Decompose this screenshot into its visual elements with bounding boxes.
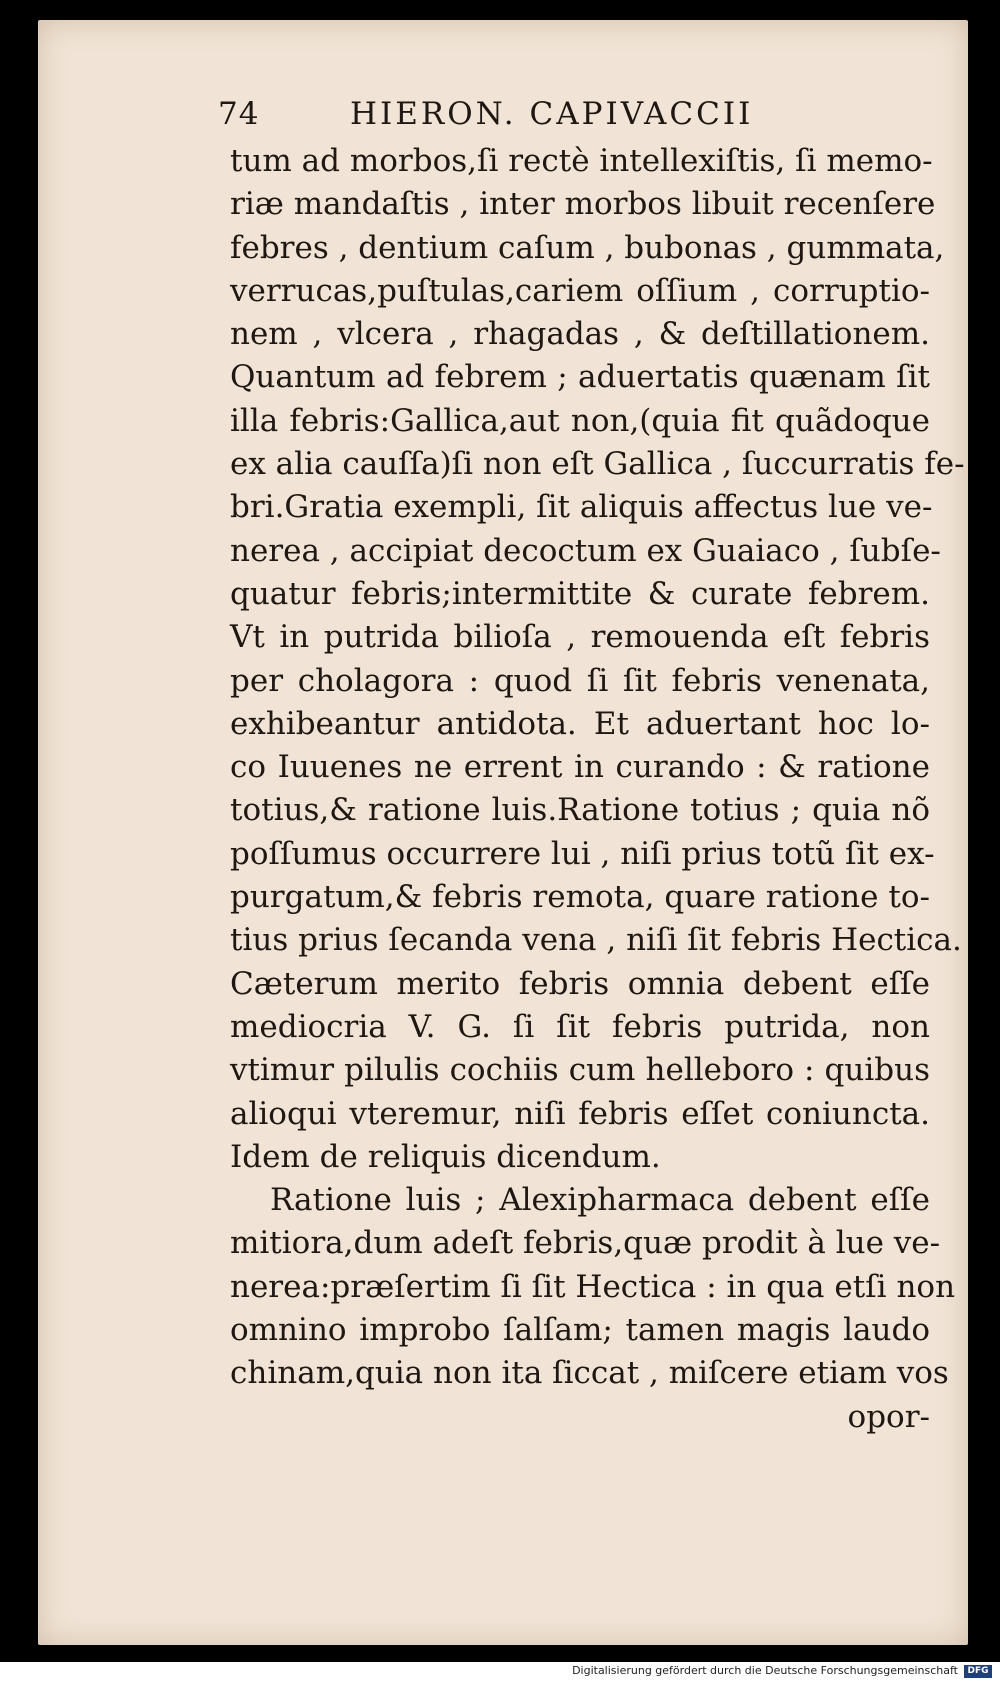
text-line: nerea:præſertim ſi ſit Hectica : in qua etſi non [230, 1268, 956, 1305]
text-line: illa febris:Gallica,aut non,(quia fit quãdoque [230, 402, 930, 439]
text-line: tum ad morbos,ſi rectè intellexiſtis, ſi memo- [230, 143, 933, 179]
catchword: opor- [847, 1398, 930, 1435]
page-number: 74 [218, 96, 260, 132]
paragraph-end-line: Idem de reliquis dicendum. [230, 1138, 661, 1175]
text-line: totius,& ratione luis.Ratione totius ; quia nõ [230, 792, 930, 829]
text-line: verrucas,puſtulas,cariem oſſium , corruptio- [230, 272, 930, 309]
text-line: poſſumus occurrere lui , niſi prius totũ ſit ex- [230, 835, 935, 872]
text-line: exhibeantur antidota. Et aduertant hoc lo- [230, 705, 930, 742]
text-line: quatur febris;intermittite & curate febrem. [230, 575, 930, 612]
text-line: Cæterum merito febris omnia debent eſſe [230, 965, 930, 1002]
text-line: alioqui vteremur, niſi febris eſſet coniuncta. [230, 1095, 930, 1132]
text-line: vtimur pilulis cochiis cum helleboro : quibus [230, 1052, 930, 1089]
text-line: nerea , accipiat decoctum ex Guaiaco , ſubſe- [230, 532, 941, 569]
text-line: mediocria V. G. ſi ſit febris putrida, non [230, 1008, 930, 1045]
text-line: tius prius ſecanda vena , niſi ſit febris Hectica. [230, 922, 962, 959]
text-line: per cholagora : quod ſi ſit febris venenata, [230, 662, 930, 699]
text-line: omnino improbo ſalſam; tamen magis laudo [230, 1312, 930, 1349]
text-line: ex alia cauſſa)ſi non eſt Gallica , ſuccurratis fe- [230, 446, 965, 483]
footer-strip [0, 1662, 1000, 1683]
text-line: chinam,quia non ita ſiccat , miſcere etiam vos [230, 1355, 949, 1392]
text-line: bri.Gratia exempli, ſit aliquis affectus lue ve- [230, 489, 933, 526]
text-line: Quantum ad febrem ; aduertatis quænam ſit [230, 359, 930, 396]
body-text [230, 140, 965, 1439]
text-line: riæ mandaſtis , inter morbos libuit recenſere [230, 186, 936, 223]
text-line: purgatum,& febris remota, quare ratione to- [230, 879, 930, 916]
text-line: Vt in putrida bilioſa , remouenda eſt febris [230, 619, 930, 656]
text-line: febres , dentium caſum , bubonas , gummata, [230, 229, 945, 266]
text-line: nem , vlcera , rhagadas , & deſtillationem. [230, 316, 930, 353]
running-title: HIERON. CAPIVACCII [350, 96, 754, 132]
paragraph-start-line: Ratione luis ; Alexipharmaca debent eſſe [270, 1182, 930, 1219]
running-head [218, 96, 838, 136]
text-line: mitiora,dum adeſt febris,quæ prodit à lue ve- [230, 1225, 941, 1262]
dfg-logo: DFG [964, 1665, 992, 1678]
funding-credit: Digitalisierung gefördert durch die Deutsche Forschungsgemeinschaft [572, 1664, 958, 1677]
text-line: co Iuuenes ne errent in curando : & ratione [230, 749, 930, 786]
